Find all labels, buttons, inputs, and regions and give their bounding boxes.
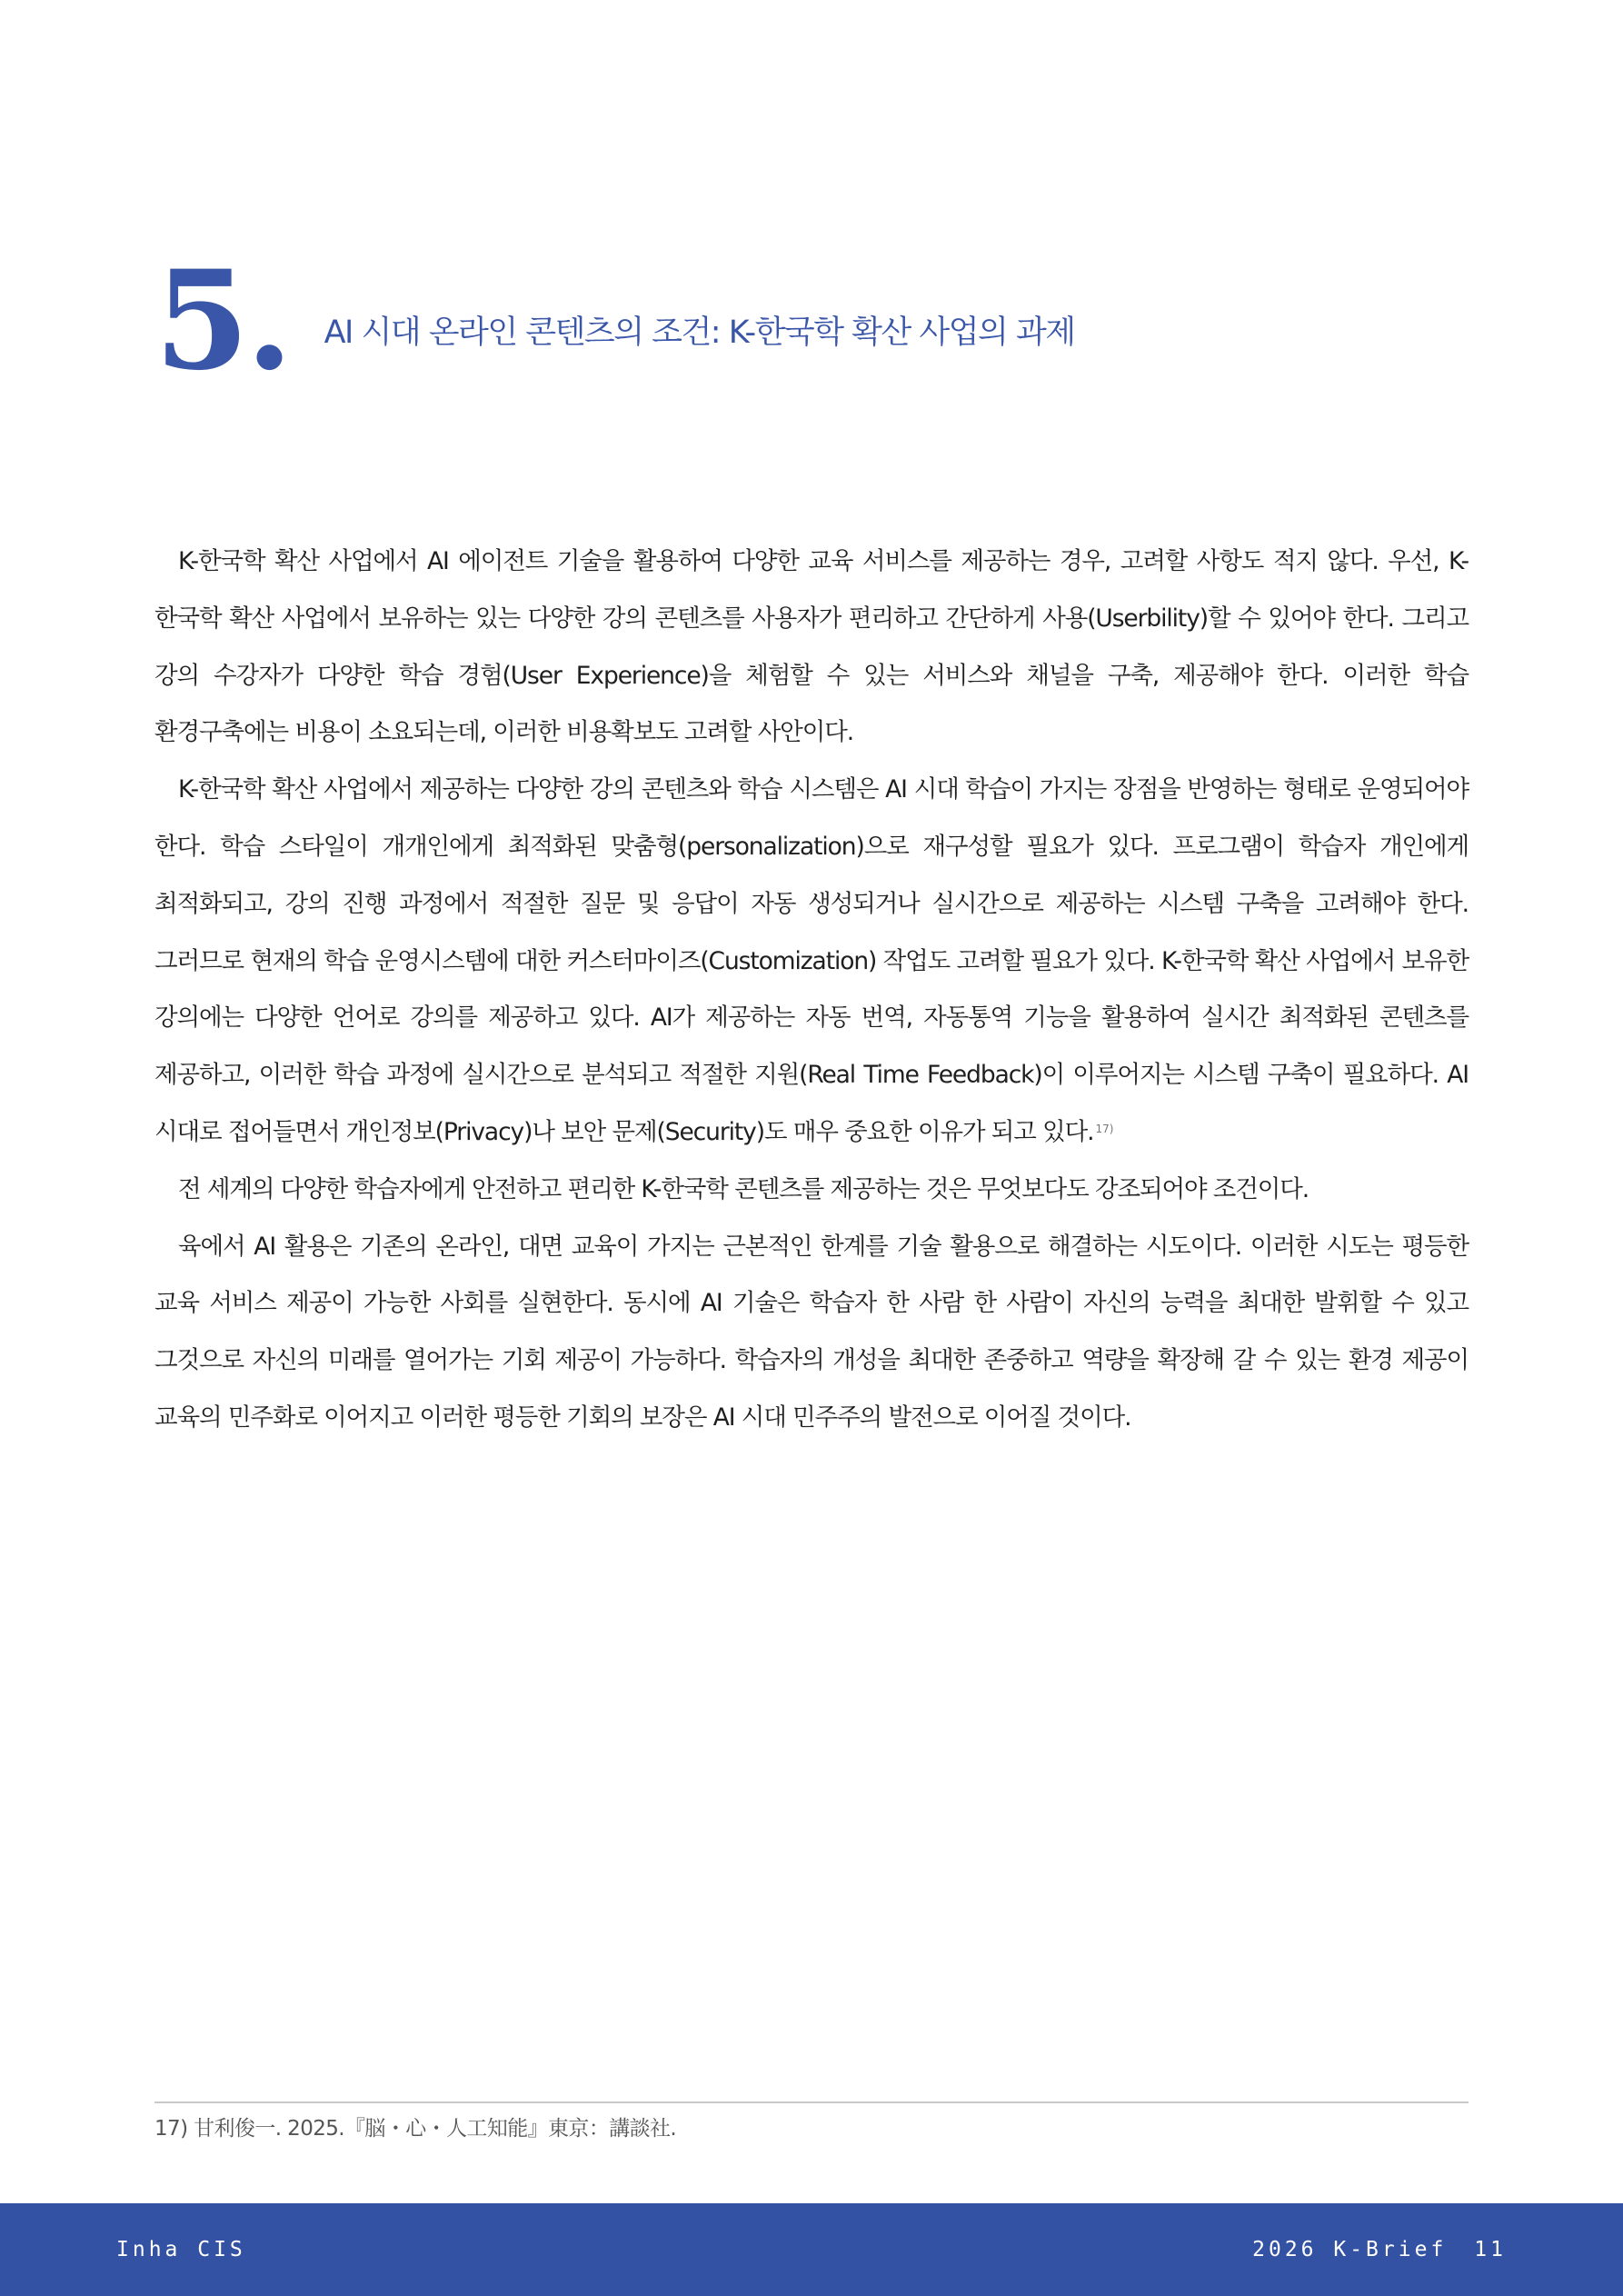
footer-right (1252, 2203, 1507, 2296)
footnote: 17) 甘利俊一. 2025.『脳・心・人工知能』東京：講談社. (154, 2117, 677, 2141)
paragraph-2 (154, 762, 1469, 1162)
body-text (154, 534, 1469, 1447)
footnote-reference[interactable]: 17) (1095, 1122, 1114, 1135)
footer-bar (0, 2203, 1623, 2296)
footer-publisher: Inha CIS (116, 2238, 246, 2261)
footnote-divider (154, 2101, 1469, 2103)
paragraph-4: 육에서 AI 활용은 기존의 온라인, 대면 교육이 가지는 근본적인 한계를 기술 활용으로 해결하는 시도이다. 이러한 시도는 평등한 교육 서비스 제공이 가능한 사회를 실현한다. 동시에 AI 기술은 학습자 한 사람 한 사람이 자신의 능력을 최대한 발휘할 수 있고 그것으로 자신의 미래를 열어가는 기회 제공이 가능하다. 학습자의 개성을 최대한 존중하고 역량을 확장해 갈 수 있는 환경 제공이 교육의 민주화로 이어지고 이러한 평등한 기회의 보장은 AI 시대 민주주의 발전으로 이어질 것이다. (154, 1232, 1469, 1432)
page-number: 11 (1474, 2238, 1507, 2261)
paragraph-1: K-한국학 확산 사업에서 AI 에이전트 기술을 활용하여 다양한 교육 서비스를 제공하는 경우, 고려할 사항도 적지 않다. 우선, K-한국학 확산 사업에서 보유하는 있는 다양한 강의 콘텐츠를 사용자가 편리하고 간단하게 사용(Userbility)할 수 있어야 한다. 그리고 강의 수강자가 다양한 학습 경험(User Experience)을 체험할 수 있는 서비스와 채널을 구축, 제공해야 한다. 이러한 학습 환경구축에는 비용이 소요되는데, 이러한 비용확보도 고려할 사안이다. (154, 547, 1469, 747)
paragraph-3: 전 세계의 다양한 학습자에게 안전하고 편리한 K-한국학 콘텐츠를 제공하는 것은 무엇보다도 강조되어야 조건이다. (178, 1174, 1309, 1203)
section-title: AI 시대 온라인 콘텐츠의 조건: K-한국학 확산 사업의 과제 (324, 314, 1075, 351)
section-number: 5. (154, 241, 290, 401)
paragraph-2-text: K-한국학 확산 사업에서 제공하는 다양한 강의 콘텐츠와 학습 시스템은 AI 시대 학습이 가지는 장점을 반영하는 형태로 운영되어야 한다. 학습 스타일이 개개인에게 최적화된 맞춤형(personalization)으로 재구성할 필요가 있다. 프로그램이 학습자 개인에게 최적화되고, 강의 진행 과정에서 적절한 질문 및 응답이 자동 생성되거나 실시간으로 제공하는 시스템 구축을 고려해야 한다. 그러므로 현재의 학습 운영시스템에 대한 커스터마이즈(Customization) 작업도 고려할 필요가 있다. K-한국학 확산 사업에서 보유한 강의에는 다양한 언어로 강의를 제공하고 있다. AI가 제공하는 자동 번역, 자동통역 기능을 활용하여 실시간 최적화된 콘텐츠를 제공하고, 이러한 학습 과정에 실시간으로 분석되고 적절한 지원(Real Time Feedback)이 이루어지는 시스템 구축이 필요하다. AI 시대로 접어들면서 개인정보(Privacy)나 보안 문제(Security)도 매우 중요한 이유가 되고 있다. (154, 775, 1469, 1146)
section-header (154, 241, 1075, 401)
footer-publication: 2026 K-Brief (1252, 2238, 1448, 2261)
